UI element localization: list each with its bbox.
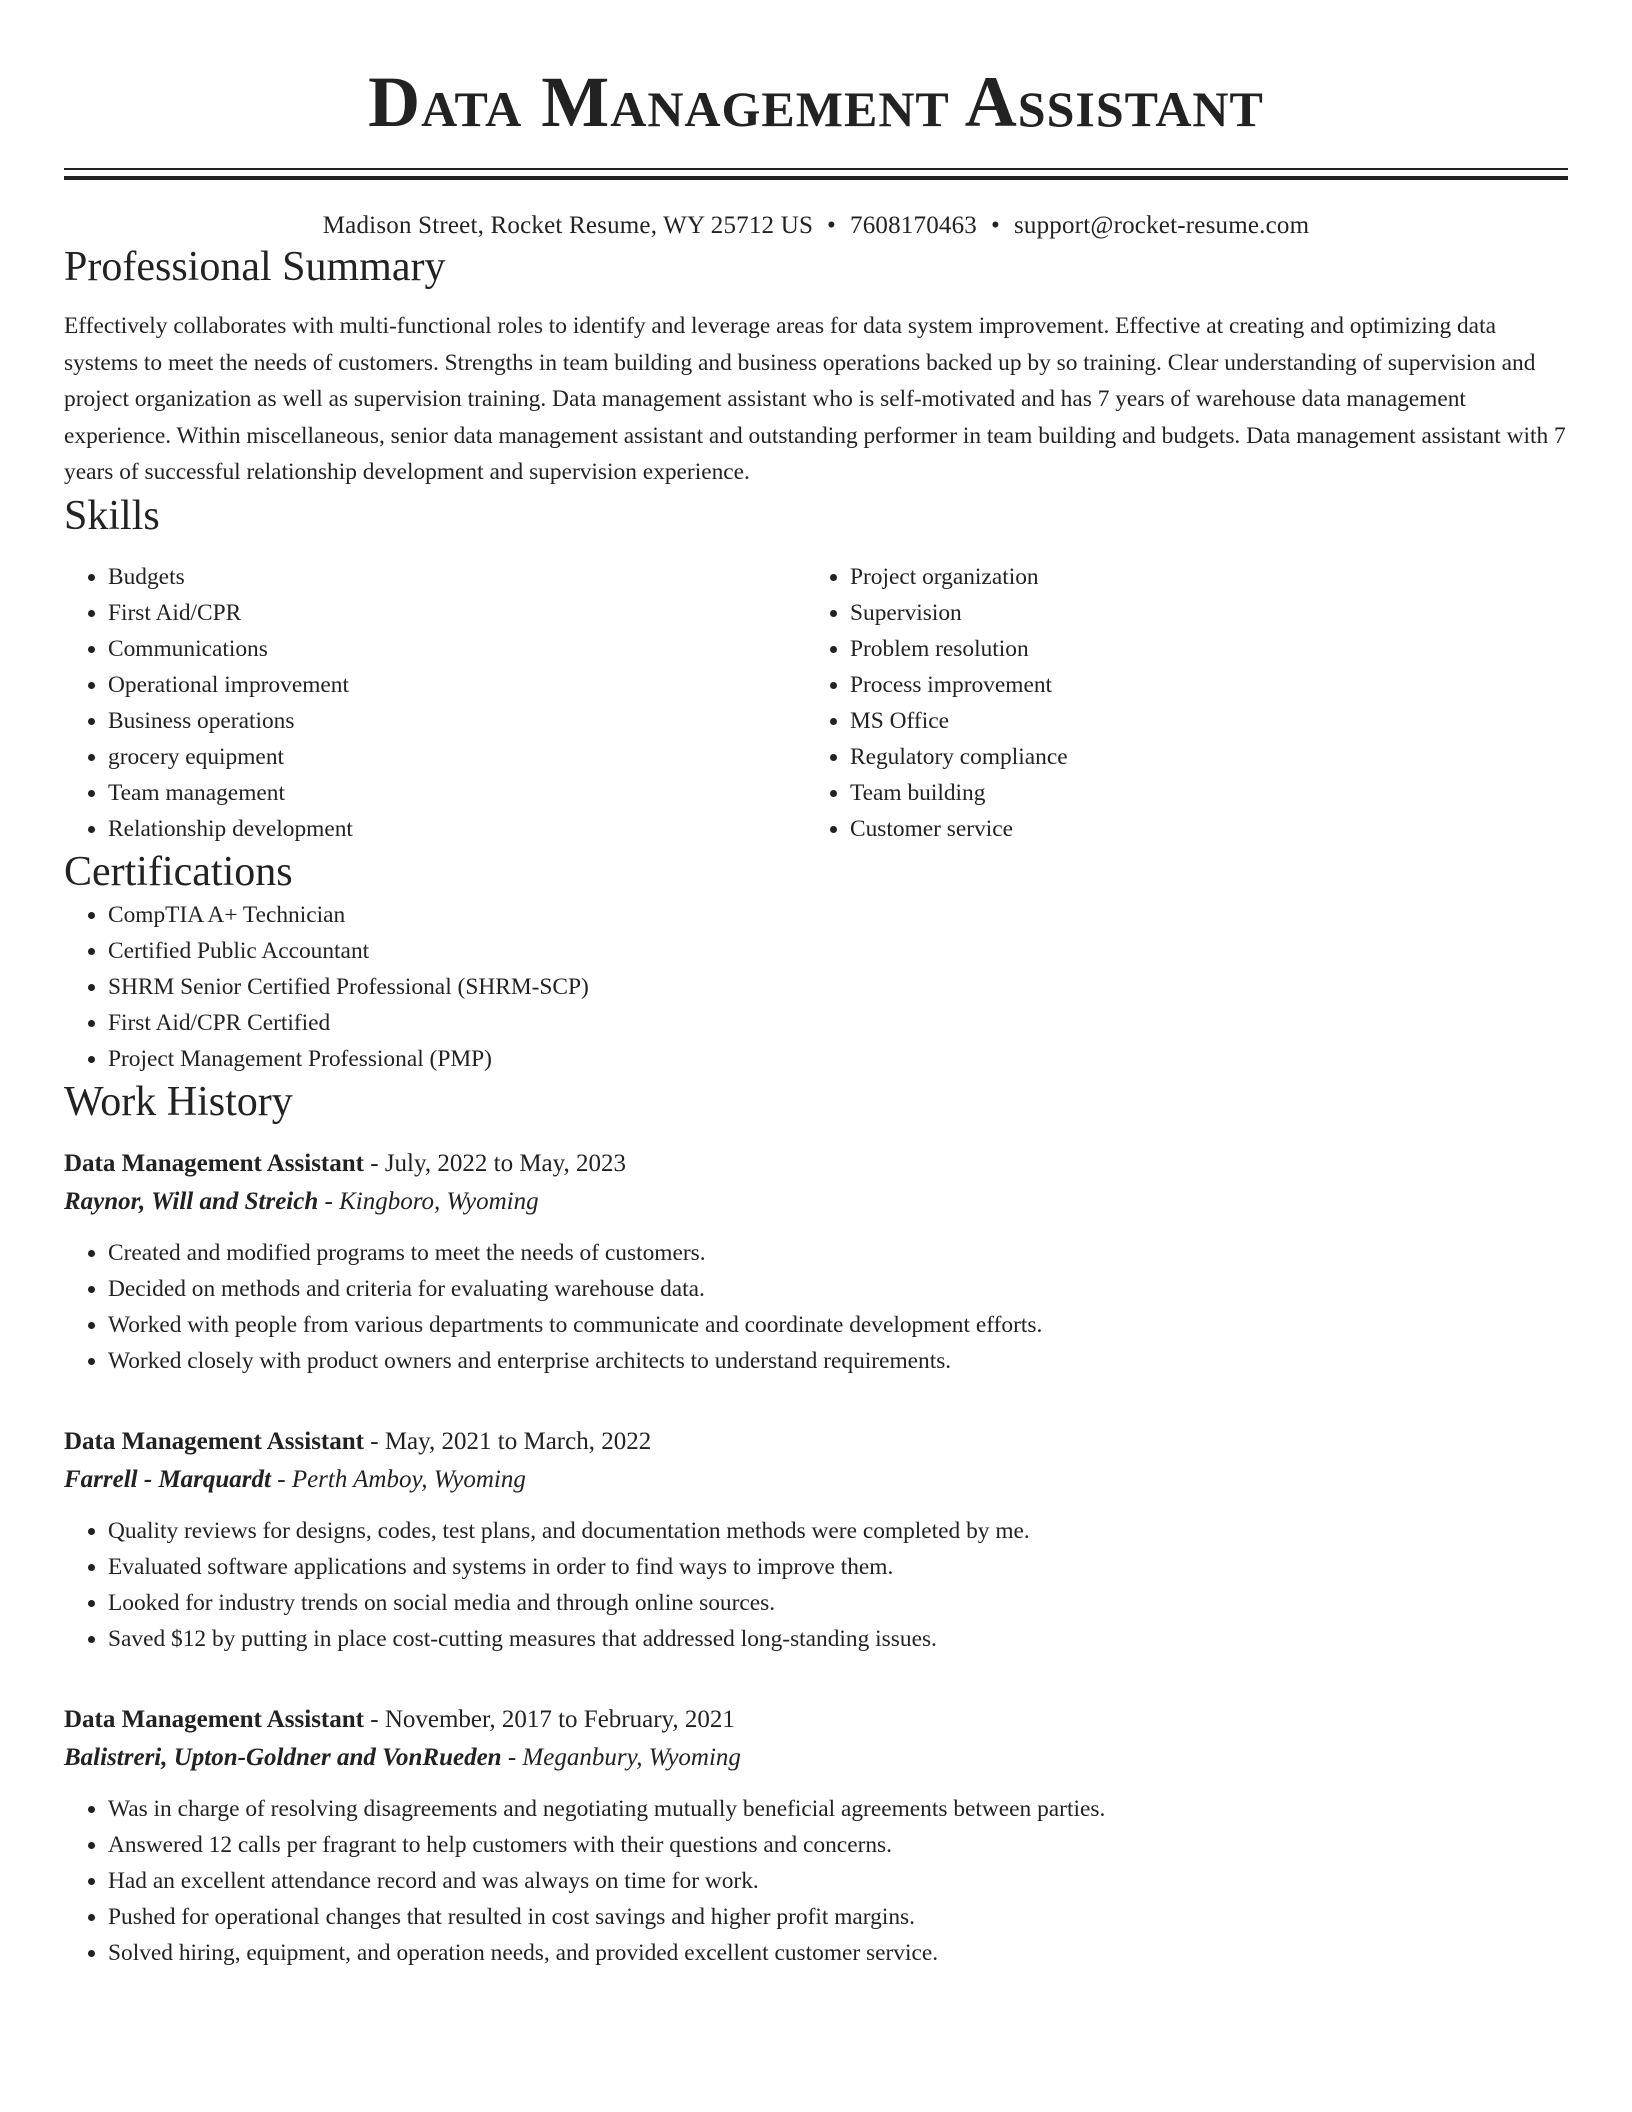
skills-columns (64, 559, 1568, 847)
job-location: Perth Amboy, Wyoming (291, 1465, 526, 1493)
summary-heading: Professional Summary (64, 244, 446, 290)
job-company-line: Raynor, Will and Streich - Kingboro, Wyoming (64, 1187, 539, 1215)
list-item: • Evaluated software applications and systems in order to find ways to improve them. (108, 1549, 1568, 1585)
job-title-line: Data Management Assistant - November, 2017 to February, 2021 (64, 1705, 735, 1733)
summary-text: Effectively collaborates with multi-functional roles to identify and leverage areas for data system improvement. Effective at creating and optimizing data systems to meet the needs of customers. Strengths in team building and business operations backed up by so training. Clear understanding of supervision and project organization as well as supervision training. Data management assistant who is self-motivated and has 7 years of warehouse data management experience. Within miscellaneous, senior data management assistant and outstanding performer in team building and budgets. Data management assistant with 7 years of successful relationship development and supervision experience. (64, 313, 1566, 485)
work-history-heading: Work History (64, 1078, 293, 1125)
list-item: • Was in charge of resolving disagreements and negotiating mutually beneficial agreements between parties. (108, 1791, 1568, 1827)
list-item: • Budgets (108, 559, 806, 595)
list-item: • Certified Public Accountant (108, 933, 1568, 969)
list-item: • Answered 12 calls per fragrant to help customers with their questions and concerns. (108, 1827, 1568, 1863)
list-item: • Decided on methods and criteria for evaluating warehouse data. (108, 1271, 1568, 1307)
job-company-line: Farrell - Marquardt - Perth Amboy, Wyoming (64, 1465, 526, 1493)
list-item: • Had an excellent attendance record and was always on time for work. (108, 1863, 1568, 1899)
list-item: • Supervision (850, 595, 1548, 631)
job-title-line: Data Management Assistant - July, 2022 to May, 2023 (64, 1149, 627, 1177)
skills-left-column (64, 559, 806, 847)
resume-title: Data Management Assistant (368, 62, 1264, 142)
list-item: • Process improvement (850, 667, 1548, 703)
list-item: • Solved hiring, equipment, and operation needs, and provided excellent customer service. (108, 1935, 1568, 1971)
job-bullets (64, 1791, 1568, 1971)
skills-right-list (806, 559, 1548, 847)
list-item: • Quality reviews for designs, codes, test plans, and documentation methods were completed by me. (108, 1513, 1568, 1549)
contact-separator: • (827, 212, 836, 239)
skills-right-column (806, 559, 1548, 847)
skills-left-list (64, 559, 806, 847)
skills-heading: Skills (64, 492, 160, 539)
job-company: Balistreri, Upton-Goldner and VonRueden (64, 1743, 502, 1771)
job-entry (64, 1701, 1568, 1971)
work-history-list (64, 1145, 1568, 1971)
contact-address: Madison Street, Rocket Resume, WY 25712 US (322, 212, 814, 239)
contact-email: support@rocket-resume.com (1013, 212, 1310, 239)
list-item: • Looked for industry trends on social media and through online sources. (108, 1585, 1568, 1621)
job-role: Data Management Assistant (64, 1427, 364, 1455)
list-item: • Customer service (850, 811, 1548, 847)
list-item: • Team building (850, 775, 1548, 811)
list-item: • CompTIA A+ Technician (108, 897, 1568, 933)
certifications-list (64, 897, 1568, 1077)
title-rule-thin (64, 168, 1568, 170)
contact-line (64, 210, 1568, 242)
list-item: • SHRM Senior Certified Professional (SHRM-SCP) (108, 969, 1568, 1005)
list-item: • Communications (108, 631, 806, 667)
list-item: • Relationship development (108, 811, 806, 847)
job-role: Data Management Assistant (64, 1705, 364, 1733)
job-entry (64, 1423, 1568, 1657)
job-dates: November, 2017 to February, 2021 (384, 1705, 735, 1733)
list-item: • Problem resolution (850, 631, 1548, 667)
list-item: • Worked closely with product owners and enterprise architects to understand requirements. (108, 1343, 1568, 1379)
contact-separator: • (991, 212, 1000, 239)
list-item: • Worked with people from various departments to communicate and coordinate development efforts. (108, 1307, 1568, 1343)
list-item: • Project organization (850, 559, 1548, 595)
job-company: Farrell - Marquardt (64, 1465, 271, 1493)
list-item: • Created and modified programs to meet the needs of customers. (108, 1235, 1568, 1271)
list-item: • Team management (108, 775, 806, 811)
list-item: • Operational improvement (108, 667, 806, 703)
list-item: • First Aid/CPR Certified (108, 1005, 1568, 1041)
list-item: • First Aid/CPR (108, 595, 806, 631)
list-item: • Saved $12 by putting in place cost-cutting measures that addressed long-standing issues. (108, 1621, 1568, 1657)
list-item: • Pushed for operational changes that resulted in cost savings and higher profit margins. (108, 1899, 1568, 1935)
job-bullets (64, 1235, 1568, 1379)
job-location: Kingboro, Wyoming (339, 1187, 539, 1215)
job-entry (64, 1145, 1568, 1379)
job-company: Raynor, Will and Streich (64, 1187, 319, 1215)
job-dates: July, 2022 to May, 2023 (384, 1149, 627, 1177)
list-item: • grocery equipment (108, 739, 806, 775)
list-item: • Business operations (108, 703, 806, 739)
title-rule-thick (64, 176, 1568, 180)
contact-phone: 7608170463 (850, 212, 977, 239)
job-company-line: Balistreri, Upton-Goldner and VonRueden - Meganbury, Wyoming (64, 1743, 741, 1771)
job-title-line: Data Management Assistant - May, 2021 to March, 2022 (64, 1427, 652, 1455)
certifications-heading: Certifications (64, 848, 293, 895)
job-bullets (64, 1513, 1568, 1657)
job-dates: May, 2021 to March, 2022 (384, 1427, 652, 1455)
list-item: • Project Management Professional (PMP) (108, 1041, 1568, 1077)
job-location: Meganbury, Wyoming (522, 1743, 741, 1771)
job-role: Data Management Assistant (64, 1149, 364, 1177)
list-item: • Regulatory compliance (850, 739, 1548, 775)
list-item: • MS Office (850, 703, 1548, 739)
